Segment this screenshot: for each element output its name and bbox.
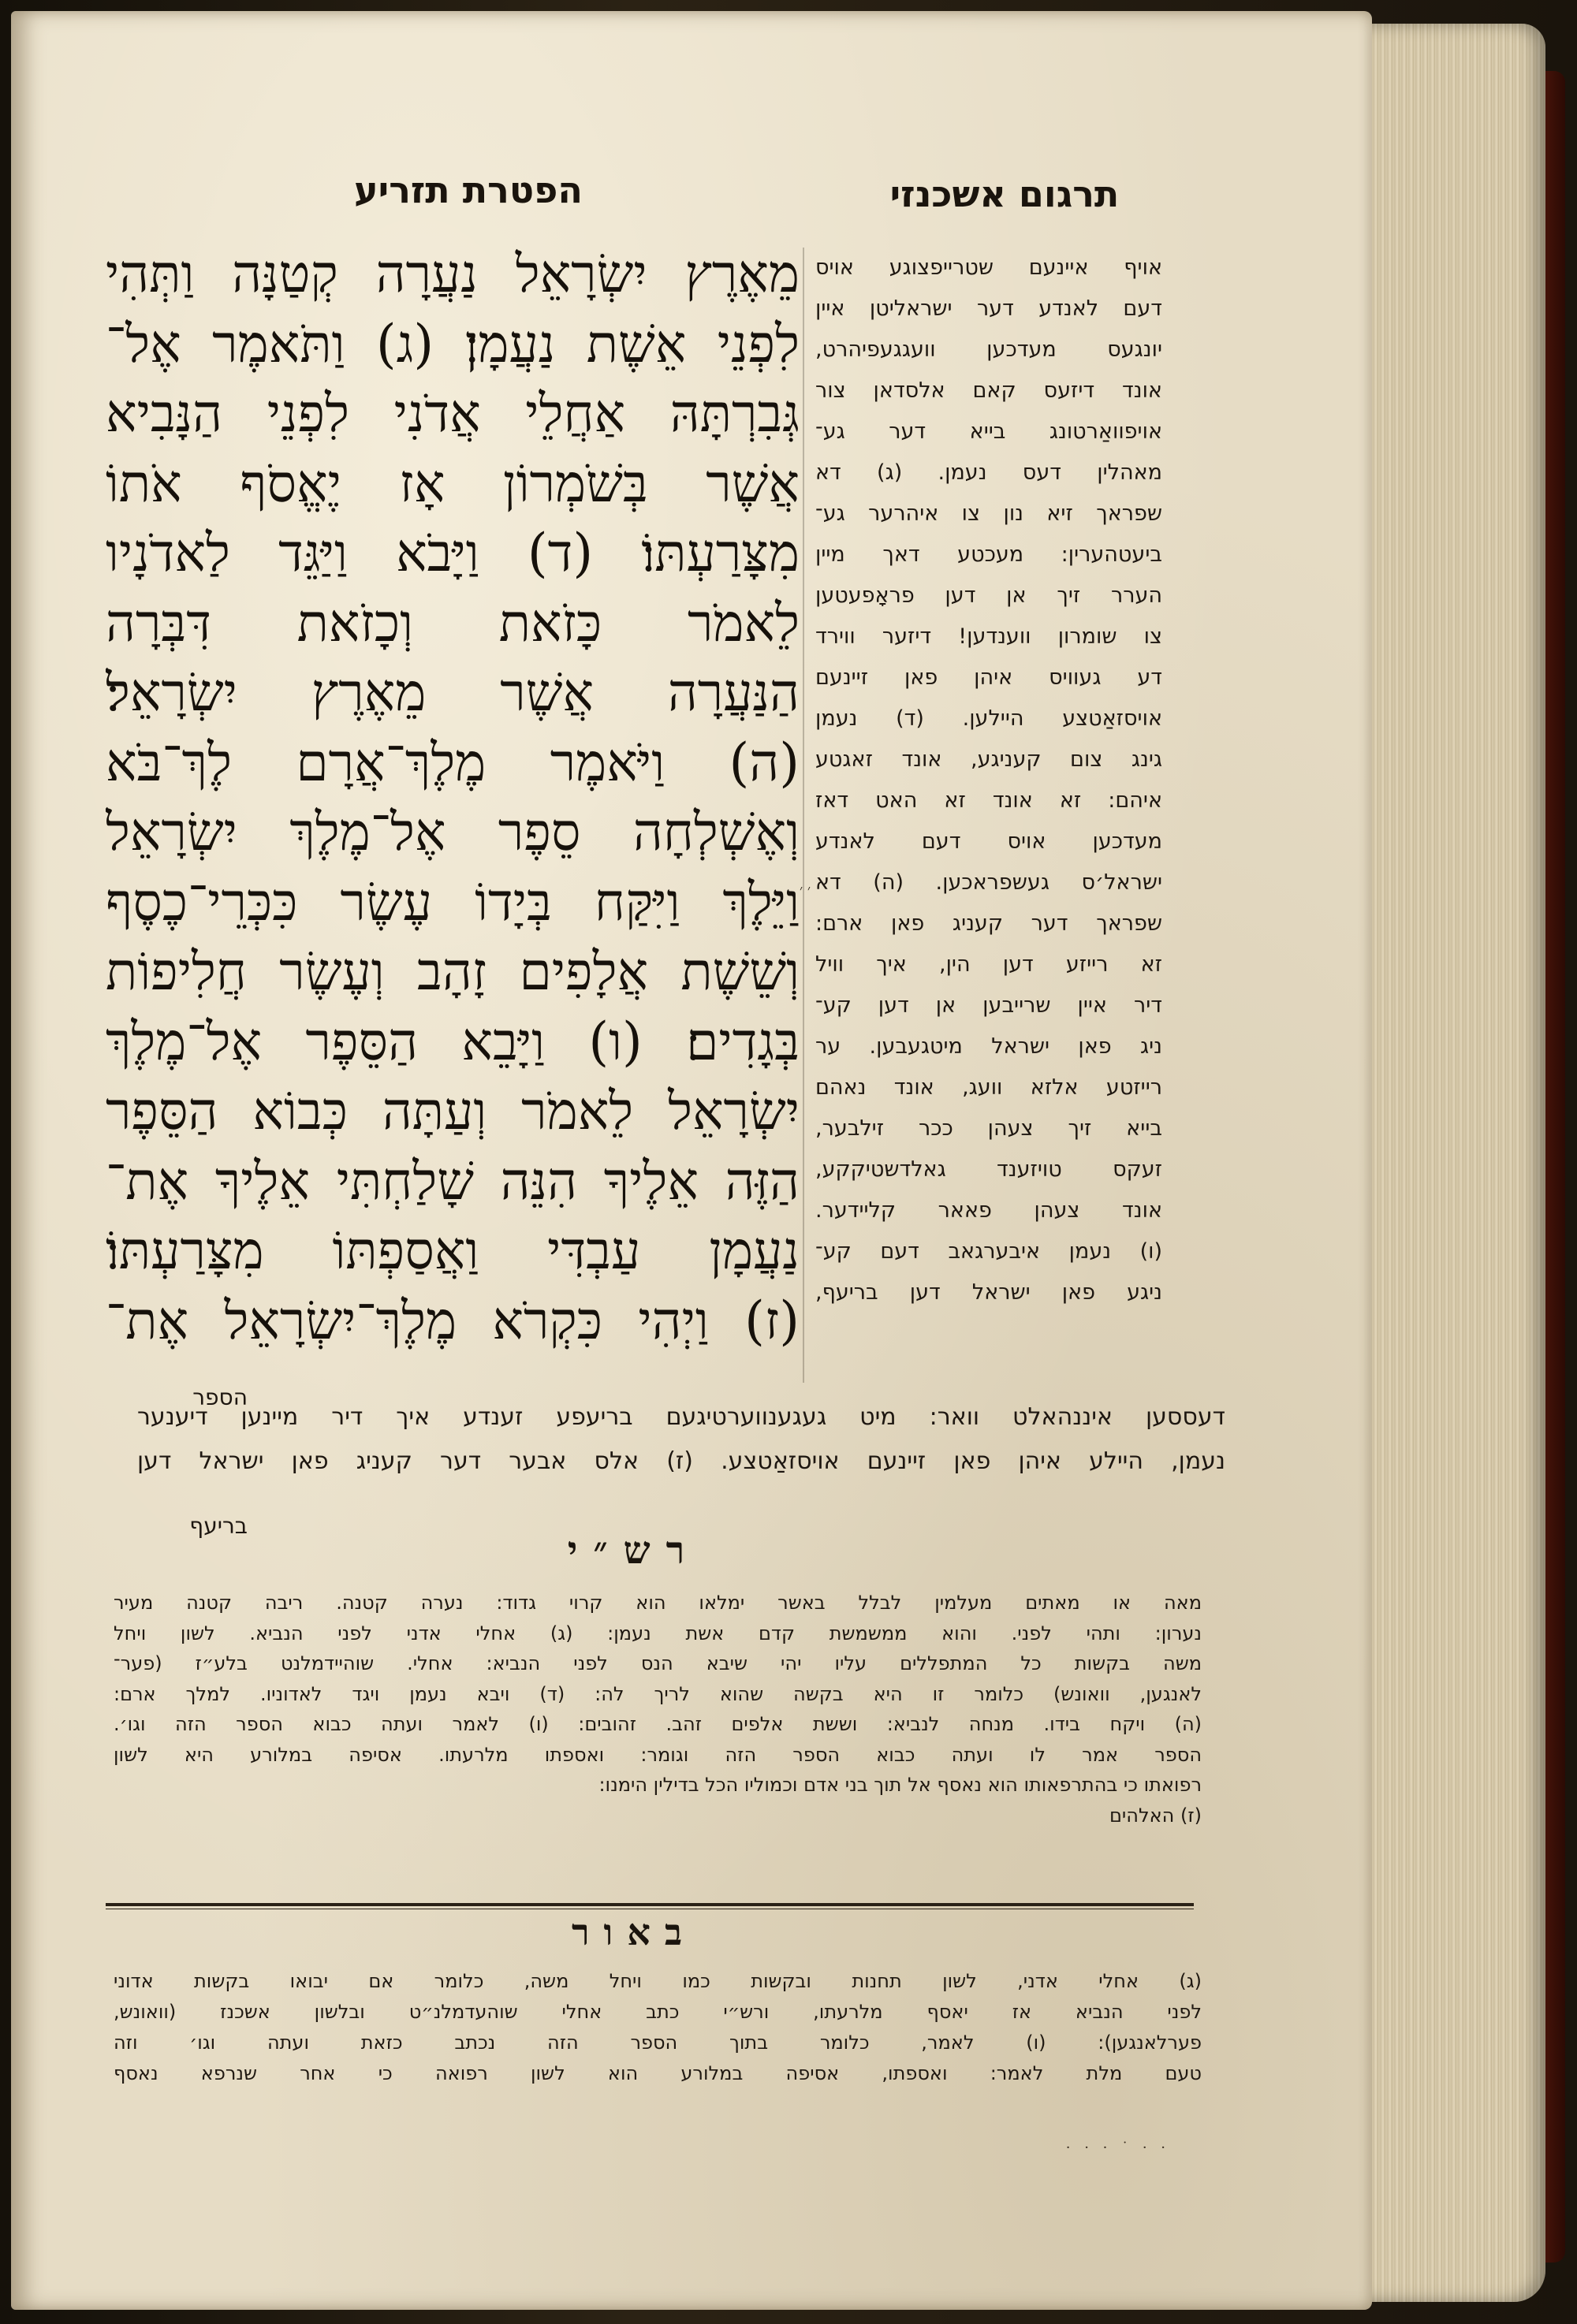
translation-continuation xyxy=(137,1395,1225,1484)
translation-line: ישראל׳ס געשפראכען. (ה) דא xyxy=(815,870,1162,895)
hebrew-main-text xyxy=(106,240,800,1383)
main-text-line: יִשְׂרָאֵל לֵאמֹר וְעַתָּה כְּבוֹא הַסֵּפֶר xyxy=(106,1081,800,1142)
translation-line: בייא זיך צעהן ככר זילבער, xyxy=(815,1116,1162,1141)
column-divider xyxy=(803,248,804,1383)
main-text-line: גְּבִרְתָּהּ אַחֲלֵי אֲדֹנִי לִפְנֵי הַנָּבִיא xyxy=(106,383,800,444)
translation-line: זא רייזע דען הין, איך וויל xyxy=(815,952,1162,977)
translation-line: שפראך זיא נון צו איהרער גע־ xyxy=(815,501,1162,526)
translation-line: אונד צעהן פאאר קליידער. xyxy=(815,1198,1162,1223)
book-page xyxy=(11,11,1372,2310)
catchword-bottom: בריעף xyxy=(189,1513,248,1539)
translation-line: גינג צום קעניגע, אונד זאגטע xyxy=(815,747,1162,772)
continuation-line: דעססען איננהאלט וואר: מיט געגענווערטיגעם בריעפע זענדע איך דיר מיינען דיענער xyxy=(137,1403,1225,1431)
translation-line: זעקס טויזענד גאלדשטיקקע, xyxy=(815,1157,1162,1182)
translation-line: שפראך דער קעניג פאן ארם: xyxy=(815,911,1162,936)
translation-line: אויפוואַרטונג בייא דער גע־ xyxy=(815,419,1162,444)
translation-line: דע געוויס איהן פאן זיינעם xyxy=(815,665,1162,690)
biur-line: (ג) אחלי אדני, לשון תחנות ובקשות כמו ויחל משה, כלומר אם יבואו בקשות אדוני xyxy=(114,1970,1202,1992)
rashi-line: לאנגען, וואונש) כלומר זו היא בקשה שהוא לריך לה: (ד) ויבא נעמן ויגד לאדוניו. למלך ארם: xyxy=(114,1682,1202,1705)
rashi-line: (ה) ויקח בידו. מנחה לנביא: וששת אלפים זהב. זהובים: (ו) לאמר ועתה כבוא הספר הזה וגו׳. xyxy=(114,1713,1202,1735)
biur-line: פערלאנגען): (ו) לאמר, כלומר בתוך הספר הזה נכתב כזאת ועתה וגו׳ וזה xyxy=(114,2032,1202,2054)
translation-line: אונד דיזעס קאם אלסדאן צור xyxy=(815,378,1162,403)
catchword-top: הספר xyxy=(192,1384,248,1410)
translation-line: צו שומרון ווענדען! דיזער ווירד xyxy=(815,624,1162,649)
biur-line: לפני הנביא אז יאסף מלרעתו, ורש״י כתב אחלי שוהעדמלנ״ט ובלשון אשכנז (וואונש, xyxy=(114,2001,1202,2023)
biur-heading: באור xyxy=(571,1911,697,1953)
german-translation-column xyxy=(815,248,1162,1383)
margin-mark: ׳ ׳ xyxy=(800,882,811,899)
translation-line: ביעטהערין: מעכטע דאך מיין xyxy=(815,542,1162,567)
rashi-line: נערון: ותהי לפני. והוא ממשמשת קדם אשת נעמן: (ג) אחלי אדני לפני הנביא. לשון ויחל xyxy=(114,1622,1202,1644)
rashi-line: מאה או מאתים מעלמין לבלל באשר ימלאו הוא קרוי גדוד: נערה קטנה. ריבה קטנה מעיר xyxy=(114,1592,1202,1614)
continuation-line: נעמן, היילע איהן פאן זיינעם אויסזאַטצע. (ז) אלס אבער דער קעניג פאן ישראל דען xyxy=(137,1447,1225,1475)
translation-line: מעדכען אויס דעם לאנדע xyxy=(815,829,1162,854)
translation-line: רייזטע אלזא וועג, אונד נאהם xyxy=(815,1075,1162,1100)
translation-line: איהם: זא אונד זא האט דאז xyxy=(815,788,1162,813)
translation-line: יונגעס מעדכען וועגגעפיהרט, xyxy=(815,337,1162,362)
rashi-line: הספר אמר לו ועתה כבוא הספר הזה וגומר: ואספתו מלרעתו. אסיפה במלורע היא לשון xyxy=(114,1743,1202,1766)
main-text-line: לֵאמֹר כָּזֹאת וְכָזֹאת דִּבְּרָה xyxy=(106,592,800,654)
biur-line: טעם מלת לאמר: ואספתו, אסיפה במלורע הוא לשון רפואה כי אחר שנרפא נאסף xyxy=(114,2062,1202,2084)
main-text-line: (ה) וַיֹּאמֶר מֶלֶךְ־אֲרָם לֶךְ־בֹּא xyxy=(106,732,800,793)
main-text-line: אֲשֶׁר בְּשֹׁמְרוֹן אָז יֶאֱסֹף אֹתוֹ xyxy=(106,453,800,514)
main-text-line: לִפְנֵי אֵשֶׁת נַעֲמָן׃ (ג) וַתֹּאמֶר אֶל־ xyxy=(106,313,800,374)
rashi-commentary xyxy=(114,1588,1202,1831)
main-text-line: בְּגָדִים׃ (ו) וַיָּבֵא הַסֵּפֶר אֶל־מֶלֶךְ xyxy=(106,1011,800,1072)
main-text-line: וְאֶשְׁלְחָה סֵפֶר אֶל־מֶלֶךְ יִשְׂרָאֵל xyxy=(106,802,800,862)
main-text-line: הַזֶּה אֵלֶיךָ הִנֵּה שָׁלַחְתִּי אֵלֶיךָ אֶת־ xyxy=(106,1150,800,1212)
main-text-line: מֵאֶרֶץ יִשְׂרָאֵל נַעֲרָה קְטַנָּה וַתְּהִי xyxy=(106,244,800,304)
ink-specks: · · · ˙ · · xyxy=(1065,2140,1170,2156)
running-header-haftarah: הפטרת תזריע xyxy=(354,169,583,211)
translation-line: דיר איין שרייבען אן דען קע־ xyxy=(815,993,1162,1018)
biur-commentary xyxy=(114,1966,1202,2089)
rashi-line: רפואתו כי בהתרפאותו הוא נאסף אל תוך בני אדם וכמוליו הכל בדילין הימנו: xyxy=(598,1774,1202,1796)
translation-line: (ו) נעמן איבערגאב דעם קע־ xyxy=(815,1239,1162,1264)
page-edges xyxy=(1364,24,1545,2302)
translation-line: ניגע פאן ישראל דען בריעף, xyxy=(815,1280,1162,1305)
translation-line: אויף איינעם שטרייפצוגע אויס xyxy=(815,255,1162,280)
rashi-heading: רש״י xyxy=(567,1529,701,1573)
main-text-line: (ז) וַיְהִי כִּקְרֹא מֶלֶךְ־יִשְׂרָאֵל אֶת־ xyxy=(106,1290,800,1351)
main-text-line: נַעֲמָן עַבְדִּי וַאֲסַפְתּוֹ מִצָּרַעְתּוֹ׃ xyxy=(106,1220,800,1281)
translation-line: ניג פאן ישראל מיטגעבען. ער xyxy=(815,1034,1162,1059)
running-header-targum: תרגום אשכנזי xyxy=(889,173,1120,215)
translation-line: מאהלין דעס נעמן. (ג) דא xyxy=(815,460,1162,485)
main-text-line: וַיֵּלֶךְ וַיִּקַּח בְּיָדוֹ עֶשֶׂר כִּכְּרֵי־כֶסֶף xyxy=(106,871,800,933)
translation-line: הערר זיך אן דען פראָפעטען xyxy=(815,583,1162,608)
translation-line: דעם לאנדע דער ישראליטן איין xyxy=(815,296,1162,321)
main-text-line: וְשֵׁשֶׁת אֲלָפִים זָהָב וְעֶשֶׂר חֲלִיפוֹת xyxy=(106,941,800,1002)
rashi-line: משה בקשות כל המתפללים עליו יהי שיבא הנס לפני הנביא: אחלי. שוהיידמלנט בלע״ז (פער־ xyxy=(114,1652,1202,1674)
rashi-line: (ז) האלהים xyxy=(1109,1804,1202,1827)
section-rule xyxy=(106,1903,1194,1906)
main-text-line: הַנַּעֲרָה אֲשֶׁר מֵאֶרֶץ יִשְׂרָאֵל׃ xyxy=(106,662,800,723)
main-text-line: מִצָּרַעְתּוֹ׃ (ד) וַיָּבֹא וַיַּגֵּד לַאדֹנָיו xyxy=(106,523,800,583)
translation-line: אויסזאַטצע היילען. (ד) נעמן xyxy=(815,706,1162,731)
